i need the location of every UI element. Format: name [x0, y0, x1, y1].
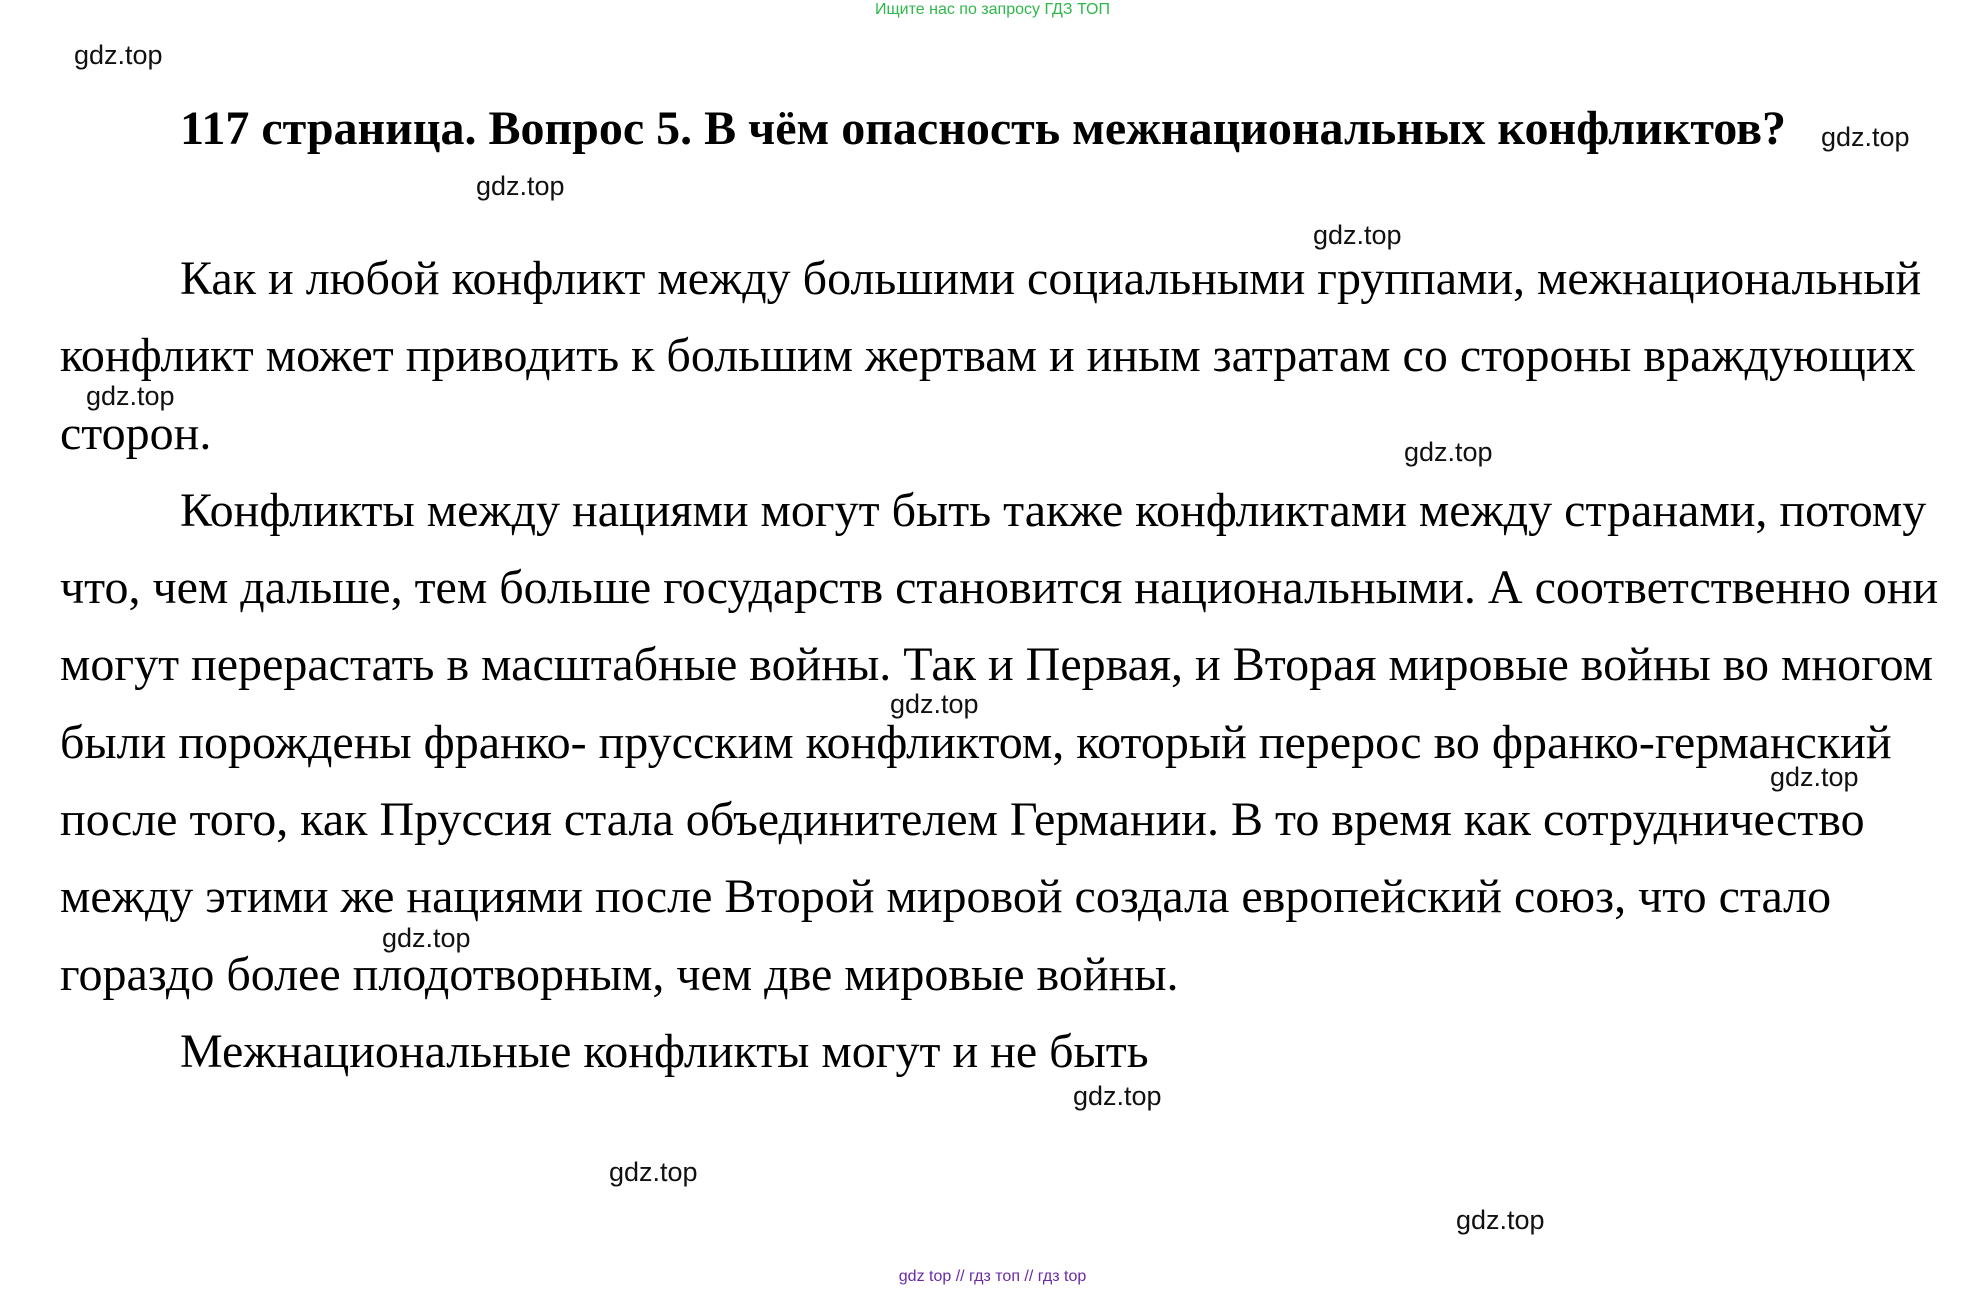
watermark: gdz.top — [86, 381, 175, 411]
watermark: gdz.top — [1456, 1205, 1545, 1235]
paragraph: Как и любой конфликт между большими социальными группами, межнациональный конфликт может приводить к большим жертвам и иным затратам со стороны враждующих сторон. — [60, 252, 1922, 460]
watermark: gdz.top — [1770, 762, 1859, 792]
question-heading: 117 страница. Вопрос 5. В чём опасность межнациональных конфликтов? — [180, 102, 1787, 155]
watermark: gdz.top — [890, 689, 979, 719]
watermark: gdz.top — [382, 923, 471, 953]
watermark: gdz.top — [1073, 1081, 1162, 1111]
watermark: gdz.top — [1313, 220, 1402, 250]
watermark: gdz.top — [609, 1157, 698, 1187]
watermark: gdz.top — [1821, 122, 1910, 152]
paragraph: Межнациональные конфликты могут и не быть — [180, 1024, 1149, 1078]
watermark: gdz.top — [1404, 437, 1493, 467]
watermark: gdz.top — [476, 171, 565, 201]
paragraph: Конфликты между нациями могут быть также конфликтами между странами, потому что, чем дальше, тем больше государств становится национальными. А соответственно они могут перерастать в масштабные войны. Так и Первая, и Вторая мировые войны во многом были порождены франко- прусским конфликтом, который перерос во франко-германский после того, как Пруссия стала объединителем Германии. В то время как сотрудничество между этими же нациями после Второй мировой создала европейский союз, что стало гораздо более плодотворным, чем две мировые войны. — [60, 483, 1939, 1001]
top-banner: Ищите нас по запросу ГДЗ ТОП — [875, 1, 1110, 18]
watermark: gdz.top — [74, 40, 163, 70]
answer-text — [60, 240, 1960, 1090]
footer-watermark: gdz top // гдз топ // гдз top — [898, 1268, 1087, 1285]
